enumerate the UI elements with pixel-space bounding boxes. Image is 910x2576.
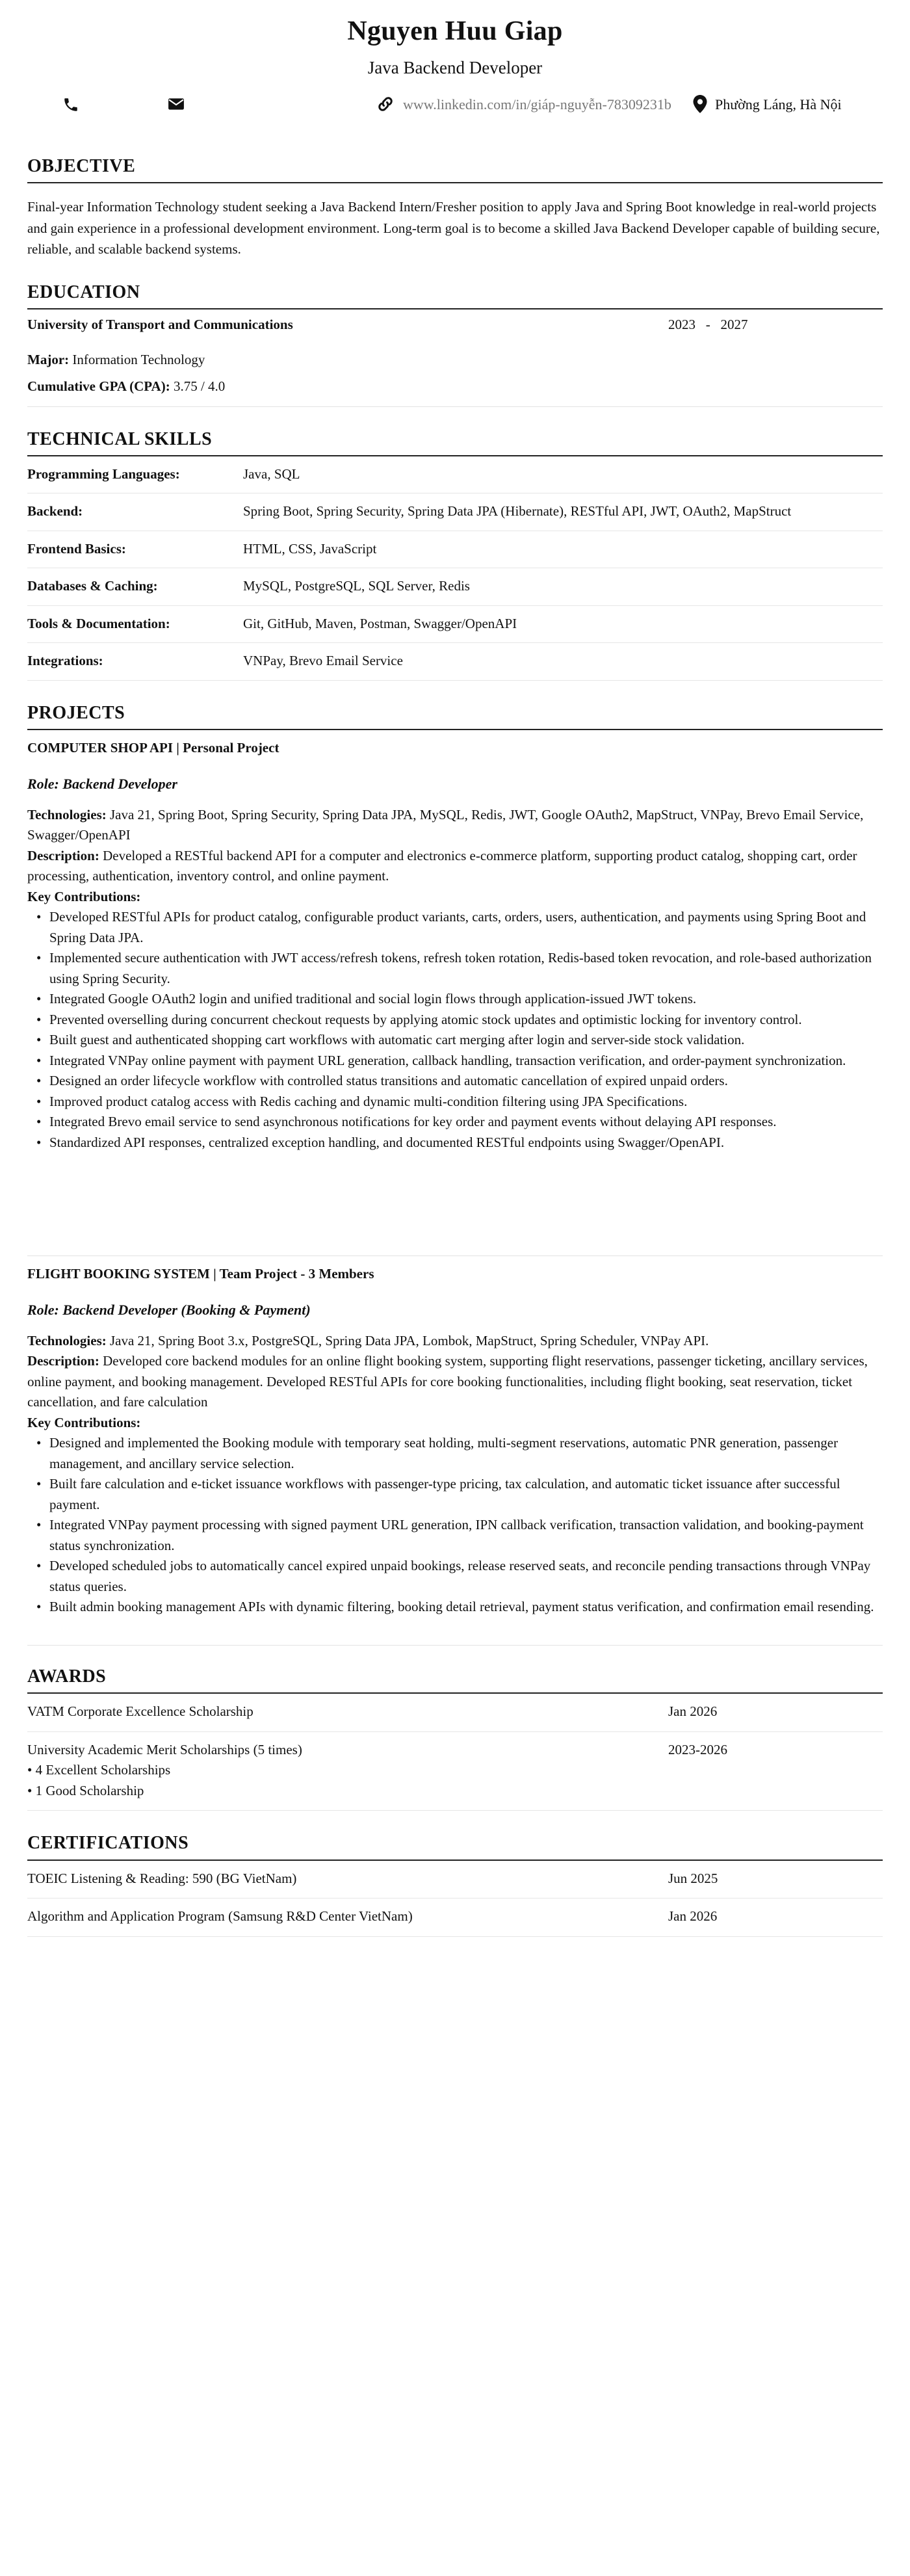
- skill-value: MySQL, PostgreSQL, SQL Server, Redis: [243, 578, 470, 594]
- start-year: 2023: [668, 317, 696, 333]
- certifications-list: [27, 1861, 883, 1937]
- skill-category: Tools & Documentation:: [27, 615, 170, 631]
- skill-value: HTML, CSS, JavaScript: [243, 540, 377, 557]
- skill-category: Databases & Caching:: [27, 578, 158, 594]
- objective-section: [27, 155, 883, 260]
- job-title: Java Backend Developer: [367, 57, 543, 77]
- contribution-item: • Improved product catalog access with Redis caching and dynamic multi-condition filtering using JPA Specifications.: [49, 1092, 883, 1112]
- contribution-item: • Prevented overselling during concurrent checkout requests by applying atomic stock updates and optimistic locking for inventory control.: [49, 1010, 883, 1031]
- skill-value: VNPay, Brevo Email Service: [243, 653, 403, 669]
- award-info: [27, 1702, 668, 1722]
- technologies-label: Technologies:: [27, 1332, 107, 1348]
- education-dates: [668, 315, 883, 335]
- gpa-label: Cumulative GPA (CPA):: [27, 378, 170, 395]
- award-date: 2023-2026: [668, 1741, 727, 1757]
- major-line: [27, 350, 883, 371]
- major-value: Information Technology: [72, 351, 205, 367]
- skill-value: Java, SQL: [243, 466, 300, 482]
- contribution-item: • Designed and implemented the Booking module with temporary seat holding, multi-segment reservations, automatic PNR generation, passenger management, and ancillary service selection.: [49, 1433, 883, 1474]
- projects-section: [27, 702, 883, 1646]
- skill-row: [27, 531, 883, 569]
- section-title-awards: AWARDS: [27, 1665, 883, 1694]
- certification-date: Jan 2026: [668, 1908, 718, 1925]
- education-section: [27, 281, 883, 407]
- certification-name: TOEIC Listening & Reading: 590 (BG VietNam): [27, 1870, 297, 1886]
- awards-list: [27, 1694, 883, 1811]
- objective-text: Final-year Information Technology student seeking a Java Backend Intern/Fresher position to apply Java and Spring Boot knowledge in real-world projects and gain experience in a professional development environment. Long-term goal is to become a skilled Java Backend Developer capable of building secure, reliable, and scalable backend systems.: [27, 198, 880, 257]
- skill-row: [27, 643, 883, 681]
- description-value: Developed core backend modules for an online flight booking system, supporting flight reservations, passenger ticketing, ancillary services, online payment, and booking management. Developed RESTful APIs for core booking functionalities, including flight booking, seat reservation, ticket cancellation, and fare calculation: [27, 1353, 868, 1410]
- contribution-item: • Built guest and authenticated shopping cart workflows with automatic cart merging after login and server-side stock validation.: [49, 1030, 883, 1051]
- email-icon: [168, 96, 185, 112]
- gpa-value: 3.75 / 4.0: [173, 378, 226, 395]
- skills-list: [27, 456, 883, 681]
- section-title-education: EDUCATION: [27, 281, 883, 309]
- project-role: Role: Backend Developer (Booking & Payment): [27, 1301, 311, 1318]
- contribution-item: • Standardized API responses, centralized exception handling, and documented RESTful endpoints using Swagger/OpenAPI.: [49, 1133, 883, 1153]
- contribution-item: • Integrated VNPay online payment with payment URL generation, callback handling, transaction verification, and order-payment synchronization.: [49, 1051, 883, 1071]
- candidate-name: Nguyen Huu Giap: [347, 16, 563, 46]
- key-contributions-label: Key Contributions:: [27, 888, 141, 904]
- linkedin-contact[interactable]: [376, 94, 671, 115]
- contribution-item: • Implemented secure authentication with JWT access/refresh tokens, refresh token rotation, Redis-based token revocation, and role-based authorization using Spring Security.: [49, 948, 883, 989]
- project-technologies: [27, 805, 883, 846]
- certifications-section: [27, 1832, 883, 1936]
- award-info: [27, 1740, 668, 1802]
- skill-category: Programming Languages:: [27, 466, 180, 482]
- technologies-label: Technologies:: [27, 806, 107, 822]
- key-contributions-label: Key Contributions:: [27, 1414, 141, 1430]
- section-title-objective: OBJECTIVE: [27, 155, 883, 183]
- project-divider: [27, 1255, 883, 1256]
- skills-section: [27, 428, 883, 681]
- project-description: [27, 846, 883, 887]
- skill-row: [27, 606, 883, 644]
- end-year: 2027: [720, 317, 748, 333]
- award-detail: • 4 Excellent Scholarships: [27, 1762, 171, 1778]
- contribution-item: • Developed RESTful APIs for product catalog, configurable product variants, carts, orders, users, authentication, and payments using Spring Boot and Spring Data JPA.: [49, 907, 883, 948]
- contributions-list: [27, 907, 883, 1153]
- school-name: University of Transport and Communications: [27, 317, 293, 333]
- project-description: [27, 1351, 883, 1413]
- skill-category: Integrations:: [27, 653, 103, 669]
- certification-date: Jun 2025: [668, 1870, 718, 1886]
- location-text: Phường Láng, Hà Nội: [715, 96, 842, 112]
- phone-icon: [62, 96, 79, 113]
- certification-row: [27, 1861, 883, 1899]
- award-detail: • 1 Good Scholarship: [27, 1782, 144, 1798]
- contribution-item: • Built admin booking management APIs with dynamic filtering, booking detail retrieval, payment status verification, and confirmation email resending.: [49, 1597, 883, 1618]
- skill-value: Spring Boot, Spring Security, Spring Data JPA (Hibernate), RESTful API, JWT, OAuth2, MapStruct: [243, 503, 792, 519]
- project-technologies: [27, 1331, 883, 1352]
- award-row: [27, 1694, 883, 1732]
- project-role: Role: Backend Developer: [27, 775, 177, 792]
- certification-row: [27, 1899, 883, 1937]
- description-label: Description:: [27, 1353, 99, 1369]
- education-entry: [27, 315, 883, 335]
- location-pin-icon: [693, 95, 707, 113]
- award-date: Jan 2026: [668, 1703, 718, 1720]
- technologies-value: Java 21, Spring Boot 3.x, PostgreSQL, Spring Data JPA, Lombok, MapStruct, Spring Scheduler, VNPay API.: [109, 1332, 709, 1348]
- skill-row: [27, 493, 883, 531]
- project-divider: [27, 1645, 883, 1646]
- contribution-item: • Integrated Google OAuth2 login and unified traditional and social login flows through application-issued JWT tokens.: [49, 989, 883, 1010]
- email-contact[interactable]: [168, 96, 185, 112]
- resume-page: [27, 0, 883, 1937]
- location-contact: [693, 94, 842, 115]
- gpa-line: [27, 376, 883, 407]
- contributions-list: [27, 1433, 883, 1618]
- linkedin-link[interactable]: www.linkedin.com/in/giáp-nguyễn-78309231b: [403, 96, 671, 112]
- project-title: FLIGHT BOOKING SYSTEM | Team Project - 3 Members: [27, 1266, 374, 1282]
- contribution-item: • Designed an order lifecycle workflow with controlled status transitions and automatic cancellation of expired unpaid orders.: [49, 1071, 883, 1092]
- section-title-projects: PROJECTS: [27, 702, 883, 730]
- project-item: [27, 1264, 883, 1618]
- project-title: COMPUTER SHOP API | Personal Project: [27, 740, 280, 756]
- technologies-value: Java 21, Spring Boot, Spring Security, Spring Data JPA, MySQL, Redis, JWT, Google OAuth2, MapStruct, VNPay, Brevo Email Service, Swagger/OpenAPI: [27, 806, 864, 843]
- phone-contact[interactable]: [62, 96, 79, 113]
- skill-row: [27, 456, 883, 494]
- award-name: University Academic Merit Scholarships (5 times): [27, 1741, 302, 1757]
- contribution-item: • Integrated Brevo email service to send asynchronous notifications for key order and payment events without delaying API responses.: [49, 1112, 883, 1133]
- link-icon: [376, 94, 395, 114]
- description-label: Description:: [27, 847, 99, 863]
- skill-category: Backend:: [27, 503, 83, 519]
- section-title-skills: TECHNICAL SKILLS: [27, 428, 883, 456]
- contribution-item: • Built fare calculation and e-ticket issuance workflows with passenger-type pricing, tax calculation, and automatic ticket issuance after successful payment.: [49, 1474, 883, 1515]
- section-title-certifications: CERTIFICATIONS: [27, 1832, 883, 1860]
- awards-section: [27, 1665, 883, 1811]
- contribution-item: • Integrated VNPay payment processing with signed payment URL generation, IPN callback verification, transaction validation, and booking-payment status synchronization.: [49, 1515, 883, 1556]
- major-label: Major:: [27, 351, 70, 367]
- contribution-item: • Developed scheduled jobs to automatically cancel expired unpaid bookings, release reserved seats, and reconcile pending transactions through VNPay status queries.: [49, 1556, 883, 1597]
- award-row: [27, 1732, 883, 1811]
- contact-bar: [27, 94, 883, 120]
- description-value: Developed a RESTful backend API for a computer and electronics e-commerce platform, supporting product catalog, shopping cart, order processing, authentication, inventory control, and online payment.: [27, 847, 857, 884]
- skill-row: [27, 568, 883, 606]
- skill-value: Git, GitHub, Maven, Postman, Swagger/OpenAPI: [243, 615, 517, 631]
- skill-category: Frontend Basics:: [27, 540, 126, 557]
- date-dash: -: [705, 317, 710, 333]
- project-item: [27, 738, 883, 1153]
- certification-name: Algorithm and Application Program (Samsung R&D Center VietNam): [27, 1908, 413, 1925]
- award-name: VATM Corporate Excellence Scholarship: [27, 1703, 254, 1720]
